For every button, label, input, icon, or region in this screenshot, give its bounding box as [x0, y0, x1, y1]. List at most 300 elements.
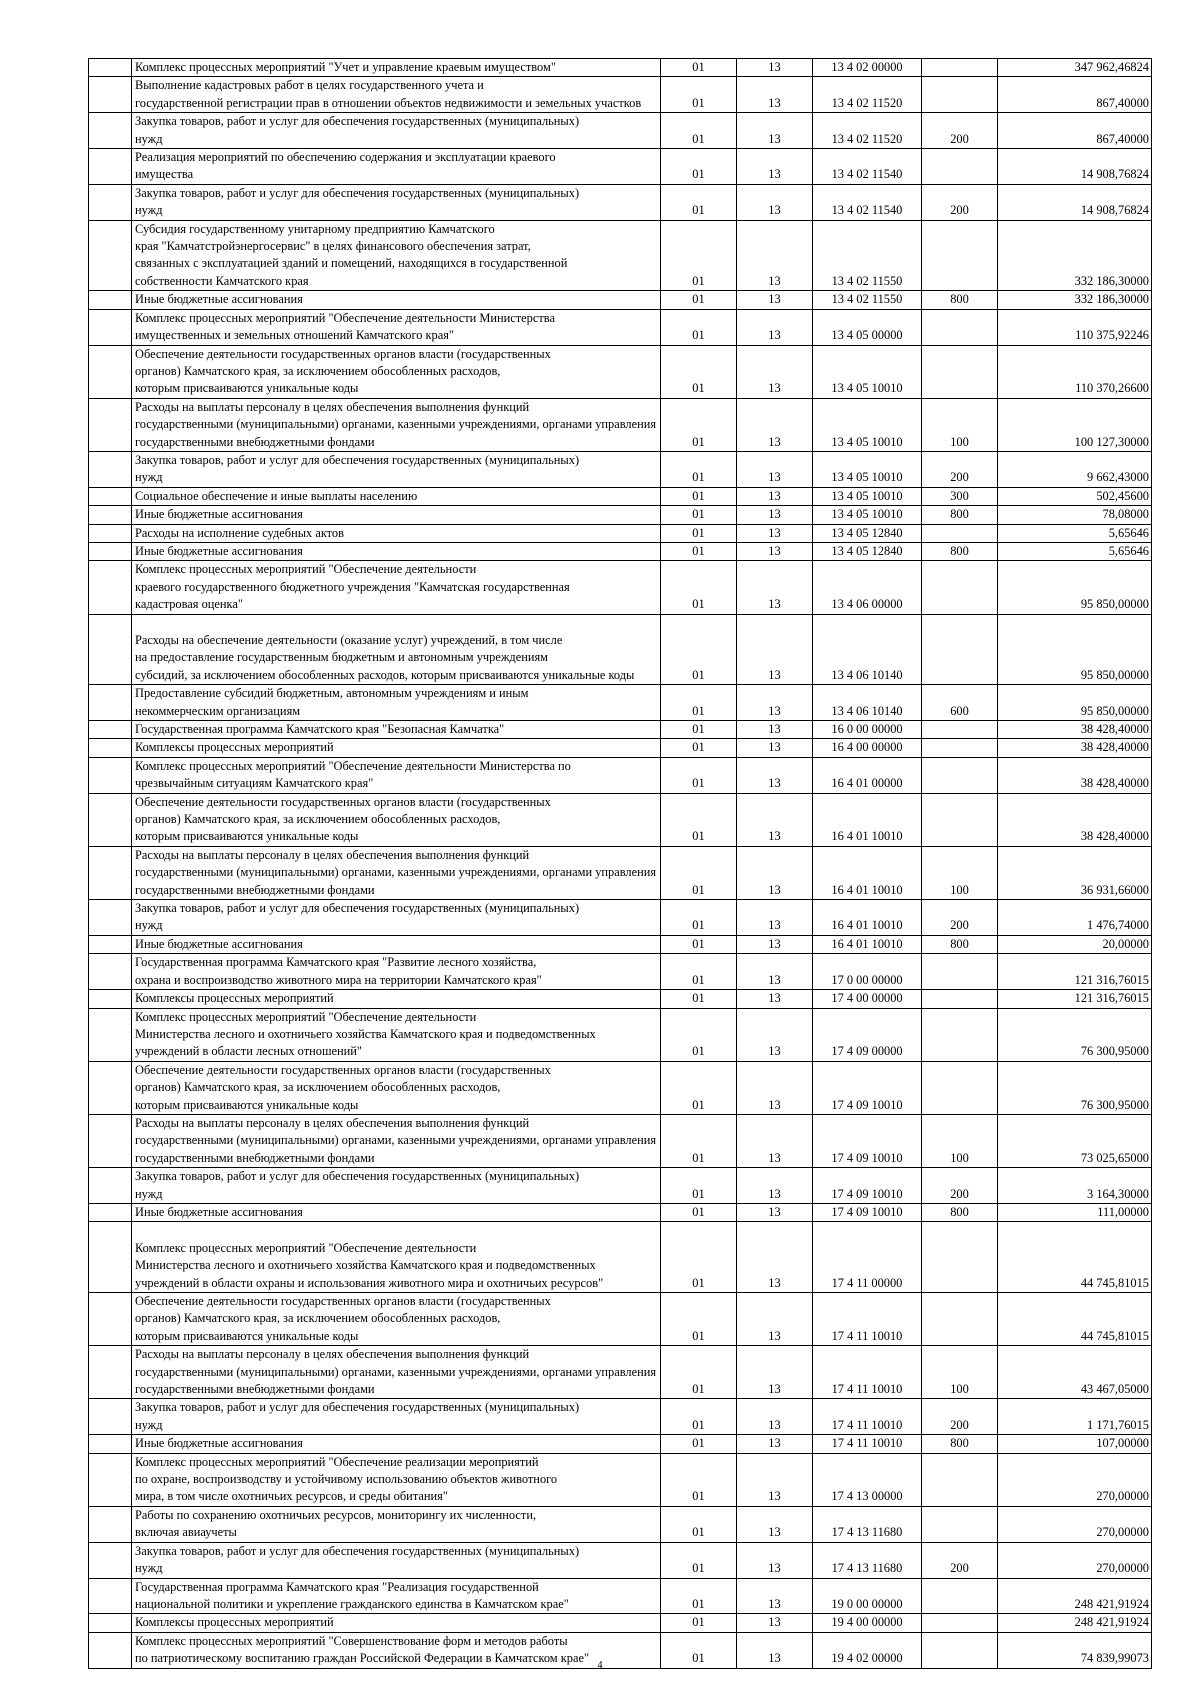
table-row: [89, 990, 1152, 1008]
row-section: 01: [661, 1061, 737, 1114]
row-target-article: 17 4 11 00000: [813, 1222, 922, 1293]
row-blank-cell: [89, 1008, 132, 1061]
row-subsection: 13: [737, 113, 813, 149]
table-row: [89, 793, 1152, 846]
row-description: Иные бюджетные ассигнования: [132, 291, 661, 309]
row-blank-cell: [89, 1168, 132, 1204]
table-row: [89, 542, 1152, 560]
row-target-article: 16 4 01 10010: [813, 935, 922, 953]
row-description: Предоставление субсидий бюджетным, автономным учреждениям и иным некоммерческим организациям: [132, 685, 661, 721]
row-description: Закупка товаров, работ и услуг для обеспечения государственных (муниципальных) нужд: [132, 451, 661, 487]
row-section: 01: [661, 220, 737, 291]
row-blank-cell: [89, 990, 132, 1008]
table-row: [89, 77, 1152, 113]
row-blank-cell: [89, 614, 132, 685]
table-row: [89, 846, 1152, 899]
row-section: 01: [661, 990, 737, 1008]
row-section: 01: [661, 793, 737, 846]
row-description: Комплексы процессных мероприятий: [132, 990, 661, 1008]
row-subsection: 13: [737, 398, 813, 451]
row-blank-cell: [89, 757, 132, 793]
row-section: 01: [661, 1168, 737, 1204]
table-row: [89, 524, 1152, 542]
row-target-article: 16 0 00 00000: [813, 721, 922, 739]
row-target-article: 17 4 11 10010: [813, 1346, 922, 1399]
row-target-article: 13 4 02 11550: [813, 291, 922, 309]
row-description: Иные бюджетные ассигнования: [132, 542, 661, 560]
table-row: [89, 1578, 1152, 1614]
row-subsection: 13: [737, 1222, 813, 1293]
row-amount: 248 421,91924: [998, 1578, 1152, 1614]
row-section: 01: [661, 309, 737, 345]
row-amount: 38 428,40000: [998, 793, 1152, 846]
row-subsection: 13: [737, 1578, 813, 1614]
row-target-article: 17 4 11 10010: [813, 1435, 922, 1453]
row-section: 01: [661, 1506, 737, 1542]
row-expense-type: [922, 1614, 998, 1632]
row-expense-type: 800: [922, 1435, 998, 1453]
row-amount: 38 428,40000: [998, 757, 1152, 793]
row-amount: 110 375,92246: [998, 309, 1152, 345]
row-amount: 332 186,30000: [998, 220, 1152, 291]
row-amount: 36 931,66000: [998, 846, 1152, 899]
row-description: Закупка товаров, работ и услуг для обеспечения государственных (муниципальных) нужд: [132, 1399, 661, 1435]
row-blank-cell: [89, 1114, 132, 1167]
row-section: 01: [661, 113, 737, 149]
row-subsection: 13: [737, 524, 813, 542]
row-expense-type: 800: [922, 1203, 998, 1221]
row-expense-type: [922, 1008, 998, 1061]
row-subsection: 13: [737, 739, 813, 757]
row-amount: 332 186,30000: [998, 291, 1152, 309]
row-expense-type: [922, 1222, 998, 1293]
row-section: 01: [661, 506, 737, 524]
row-section: 01: [661, 1346, 737, 1399]
row-description: Иные бюджетные ассигнования: [132, 1203, 661, 1221]
row-target-article: 16 4 01 10010: [813, 793, 922, 846]
row-blank-cell: [89, 793, 132, 846]
row-subsection: 13: [737, 1632, 813, 1668]
row-section: 01: [661, 757, 737, 793]
row-expense-type: [922, 739, 998, 757]
table-row: [89, 561, 1152, 614]
row-target-article: 17 4 11 10010: [813, 1399, 922, 1435]
row-section: 01: [661, 542, 737, 560]
row-description: Государственная программа Камчатского края "Развитие лесного хозяйства, охрана и воспроизводство животного мира на территории Камчатского края": [132, 954, 661, 990]
row-target-article: 19 0 00 00000: [813, 1578, 922, 1614]
row-blank-cell: [89, 524, 132, 542]
table-row: [89, 1168, 1152, 1204]
row-subsection: 13: [737, 1399, 813, 1435]
row-blank-cell: [89, 451, 132, 487]
row-description: Иные бюджетные ассигнования: [132, 935, 661, 953]
row-amount: 100 127,30000: [998, 398, 1152, 451]
row-expense-type: 100: [922, 846, 998, 899]
row-blank-cell: [89, 1203, 132, 1221]
row-target-article: 16 4 01 10010: [813, 846, 922, 899]
table-row: [89, 149, 1152, 185]
row-blank-cell: [89, 1614, 132, 1632]
row-target-article: 17 4 13 00000: [813, 1453, 922, 1506]
table-row: [89, 614, 1152, 685]
row-section: 01: [661, 1399, 737, 1435]
row-expense-type: [922, 954, 998, 990]
row-section: 01: [661, 1632, 737, 1668]
row-amount: 74 839,99073: [998, 1632, 1152, 1668]
table-row: [89, 506, 1152, 524]
row-amount: 1 476,74000: [998, 900, 1152, 936]
row-amount: 14 908,76824: [998, 184, 1152, 220]
budget-table: [88, 58, 1152, 1669]
table-row: [89, 1453, 1152, 1506]
row-blank-cell: [89, 59, 132, 77]
table-row: [89, 1008, 1152, 1061]
table-row: [89, 1435, 1152, 1453]
row-blank-cell: [89, 1435, 132, 1453]
row-amount: 76 300,95000: [998, 1008, 1152, 1061]
row-section: 01: [661, 846, 737, 899]
row-target-article: 17 4 09 10010: [813, 1168, 922, 1204]
row-subsection: 13: [737, 900, 813, 936]
row-section: 01: [661, 561, 737, 614]
row-blank-cell: [89, 309, 132, 345]
budget-table-body: [89, 59, 1152, 1669]
row-blank-cell: [89, 685, 132, 721]
row-expense-type: 200: [922, 1542, 998, 1578]
row-section: 01: [661, 1435, 737, 1453]
row-blank-cell: [89, 149, 132, 185]
table-row: [89, 309, 1152, 345]
row-subsection: 13: [737, 935, 813, 953]
row-description: Реализация мероприятий по обеспечению содержания и эксплуатации краевого имущества: [132, 149, 661, 185]
row-section: 01: [661, 739, 737, 757]
row-target-article: 13 4 05 10010: [813, 398, 922, 451]
row-section: 01: [661, 614, 737, 685]
row-target-article: 13 4 02 11540: [813, 149, 922, 185]
row-expense-type: [922, 149, 998, 185]
row-blank-cell: [89, 935, 132, 953]
row-subsection: 13: [737, 1061, 813, 1114]
row-expense-type: 100: [922, 1346, 998, 1399]
table-row: [89, 900, 1152, 936]
row-section: 01: [661, 685, 737, 721]
row-subsection: 13: [737, 1542, 813, 1578]
row-description: Расходы на выплаты персоналу в целях обеспечения выполнения функций государственными (муниципальными) органами, казенными учреждениями, органами управления государственными внебюджетными фондами: [132, 846, 661, 899]
row-target-article: 13 4 05 10010: [813, 345, 922, 398]
row-blank-cell: [89, 220, 132, 291]
row-description: Закупка товаров, работ и услуг для обеспечения государственных (муниципальных) нужд: [132, 184, 661, 220]
row-description: Закупка товаров, работ и услуг для обеспечения государственных (муниципальных) нужд: [132, 900, 661, 936]
row-subsection: 13: [737, 1008, 813, 1061]
row-target-article: 17 4 00 00000: [813, 990, 922, 1008]
row-amount: 38 428,40000: [998, 739, 1152, 757]
row-blank-cell: [89, 721, 132, 739]
row-subsection: 13: [737, 487, 813, 505]
row-amount: 867,40000: [998, 113, 1152, 149]
row-blank-cell: [89, 954, 132, 990]
table-row: [89, 954, 1152, 990]
row-target-article: 13 4 06 10140: [813, 614, 922, 685]
row-expense-type: 800: [922, 291, 998, 309]
row-amount: 121 316,76015: [998, 990, 1152, 1008]
row-expense-type: 200: [922, 451, 998, 487]
row-description: Расходы на выплаты персоналу в целях обеспечения выполнения функций государственными (муниципальными) органами, казенными учреждениями, органами управления государственными внебюджетными фондами: [132, 1346, 661, 1399]
row-subsection: 13: [737, 757, 813, 793]
row-target-article: 13 4 05 10010: [813, 451, 922, 487]
row-section: 01: [661, 900, 737, 936]
row-description: Комплекс процессных мероприятий "Обеспечение деятельности Министерства по чрезвычайным ситуациям Камчатского края": [132, 757, 661, 793]
row-section: 01: [661, 524, 737, 542]
row-description: Комплекс процессных мероприятий "Обеспечение деятельности краевого государственного бюджетного учреждения "Камчатская государственная кадастровая оценка": [132, 561, 661, 614]
row-section: 01: [661, 1114, 737, 1167]
row-subsection: 13: [737, 506, 813, 524]
row-section: 01: [661, 77, 737, 113]
row-amount: 867,40000: [998, 77, 1152, 113]
table-row: [89, 935, 1152, 953]
row-blank-cell: [89, 487, 132, 505]
table-row: [89, 291, 1152, 309]
row-expense-type: [922, 220, 998, 291]
row-target-article: 13 4 05 12840: [813, 542, 922, 560]
row-subsection: 13: [737, 954, 813, 990]
row-subsection: 13: [737, 1506, 813, 1542]
row-description: Закупка товаров, работ и услуг для обеспечения государственных (муниципальных) нужд: [132, 1168, 661, 1204]
row-blank-cell: [89, 900, 132, 936]
row-description: Закупка товаров, работ и услуг для обеспечения государственных (муниципальных) нужд: [132, 113, 661, 149]
table-row: [89, 1061, 1152, 1114]
row-target-article: 16 4 01 00000: [813, 757, 922, 793]
row-description: Комплекс процессных мероприятий "Обеспечение деятельности Министерства имущественных и земельных отношений Камчатского края": [132, 309, 661, 345]
row-description: Комплекс процессных мероприятий "Обеспечение деятельности Министерства лесного и охотничьего хозяйства Камчатского края и подведомственных учреждений в области лесных отношений": [132, 1008, 661, 1061]
row-blank-cell: [89, 542, 132, 560]
row-target-article: 13 4 02 11540: [813, 184, 922, 220]
row-target-article: 16 4 00 00000: [813, 739, 922, 757]
row-description: Комплексы процессных мероприятий: [132, 1614, 661, 1632]
row-expense-type: [922, 757, 998, 793]
row-blank-cell: [89, 561, 132, 614]
row-subsection: 13: [737, 184, 813, 220]
row-blank-cell: [89, 1578, 132, 1614]
row-amount: 270,00000: [998, 1453, 1152, 1506]
row-target-article: 13 4 05 12840: [813, 524, 922, 542]
table-row: [89, 184, 1152, 220]
row-amount: 38 428,40000: [998, 721, 1152, 739]
row-amount: 5,65646: [998, 524, 1152, 542]
row-blank-cell: [89, 398, 132, 451]
row-description: Иные бюджетные ассигнования: [132, 506, 661, 524]
row-expense-type: [922, 309, 998, 345]
table-row: [89, 721, 1152, 739]
row-subsection: 13: [737, 685, 813, 721]
row-description: Расходы на исполнение судебных актов: [132, 524, 661, 542]
row-subsection: 13: [737, 1203, 813, 1221]
row-expense-type: [922, 59, 998, 77]
row-description: Обеспечение деятельности государственных органов власти (государственных органов) Камчатского края, за исключением обособленных расходов, которым присваиваются уникальные коды: [132, 1061, 661, 1114]
row-section: 01: [661, 1203, 737, 1221]
row-subsection: 13: [737, 309, 813, 345]
row-description: Обеспечение деятельности государственных органов власти (государственных органов) Камчатского края, за исключением обособленных расходов, которым присваиваются уникальные коды: [132, 1293, 661, 1346]
row-description: Субсидия государственному унитарному предприятию Камчатского края "Камчатстройэнергосервис" в целях финансового обеспечения затрат, связанных с эксплуатацией зданий и помещений, находящихся в государственной собственности Камчатского края: [132, 220, 661, 291]
row-blank-cell: [89, 1346, 132, 1399]
row-amount: 248 421,91924: [998, 1614, 1152, 1632]
row-subsection: 13: [737, 59, 813, 77]
row-subsection: 13: [737, 721, 813, 739]
row-expense-type: [922, 1453, 998, 1506]
row-expense-type: [922, 614, 998, 685]
row-description: Обеспечение деятельности государственных органов власти (государственных органов) Камчатского края, за исключением обособленных расходов, которым присваиваются уникальные коды: [132, 793, 661, 846]
table-row: [89, 487, 1152, 505]
row-blank-cell: [89, 1061, 132, 1114]
row-amount: 1 171,76015: [998, 1399, 1152, 1435]
row-amount: 3 164,30000: [998, 1168, 1152, 1204]
table-row: [89, 1293, 1152, 1346]
row-blank-cell: [89, 291, 132, 309]
row-amount: 270,00000: [998, 1506, 1152, 1542]
row-amount: 78,08000: [998, 506, 1152, 524]
row-amount: 44 745,81015: [998, 1222, 1152, 1293]
row-description: Выполнение кадастровых работ в целях государственного учета и государственной регистрации прав в отношении объектов недвижимости и земельных участков: [132, 77, 661, 113]
row-section: 01: [661, 59, 737, 77]
table-row: [89, 59, 1152, 77]
row-target-article: 13 4 02 00000: [813, 59, 922, 77]
row-expense-type: 100: [922, 1114, 998, 1167]
row-section: 01: [661, 935, 737, 953]
table-row: [89, 345, 1152, 398]
row-subsection: 13: [737, 793, 813, 846]
row-section: 01: [661, 1614, 737, 1632]
page-number: 4: [597, 1660, 603, 1671]
row-description: Расходы на выплаты персоналу в целях обеспечения выполнения функций государственными (муниципальными) органами, казенными учреждениями, органами управления государственными внебюджетными фондами: [132, 1114, 661, 1167]
row-target-article: 17 4 09 10010: [813, 1114, 922, 1167]
row-subsection: 13: [737, 345, 813, 398]
row-description: Иные бюджетные ассигнования: [132, 1435, 661, 1453]
row-description: Комплекс процессных мероприятий "Обеспечение деятельности Министерства лесного и охотничьего хозяйства Камчатского края и подведомственных учреждений в области охраны и использования животного мира и охотничьих ресурсов": [132, 1222, 661, 1293]
row-target-article: 17 0 00 00000: [813, 954, 922, 990]
row-description: Расходы на обеспечение деятельности (оказание услуг) учреждений, в том числе на предоставление государственным бюджетным и автономным учреждениям субсидий, за исключением обособленных расходов, которым присваиваются уникальные коды: [132, 614, 661, 685]
row-amount: 14 908,76824: [998, 149, 1152, 185]
row-expense-type: 800: [922, 506, 998, 524]
table-row: [89, 739, 1152, 757]
row-target-article: 13 4 05 10010: [813, 506, 922, 524]
row-blank-cell: [89, 113, 132, 149]
row-description: Расходы на выплаты персоналу в целях обеспечения выполнения функций государственными (муниципальными) органами, казенными учреждениями, органами управления государственными внебюджетными фондами: [132, 398, 661, 451]
row-expense-type: 800: [922, 542, 998, 560]
row-amount: 107,00000: [998, 1435, 1152, 1453]
row-blank-cell: [89, 1506, 132, 1542]
row-amount: 76 300,95000: [998, 1061, 1152, 1114]
row-target-article: 13 4 06 00000: [813, 561, 922, 614]
row-section: 01: [661, 1293, 737, 1346]
row-target-article: 16 4 01 10010: [813, 900, 922, 936]
table-row: [89, 1506, 1152, 1542]
row-amount: 347 962,46824: [998, 59, 1152, 77]
row-amount: 110 370,26600: [998, 345, 1152, 398]
row-expense-type: [922, 1061, 998, 1114]
row-subsection: 13: [737, 846, 813, 899]
row-subsection: 13: [737, 1453, 813, 1506]
row-blank-cell: [89, 1293, 132, 1346]
table-row: [89, 451, 1152, 487]
row-target-article: 17 4 09 10010: [813, 1203, 922, 1221]
row-section: 01: [661, 1578, 737, 1614]
row-amount: 502,45600: [998, 487, 1152, 505]
row-section: 01: [661, 1008, 737, 1061]
row-blank-cell: [89, 184, 132, 220]
row-amount: 95 850,00000: [998, 561, 1152, 614]
table-row: [89, 757, 1152, 793]
row-section: 01: [661, 1222, 737, 1293]
row-amount: 95 850,00000: [998, 614, 1152, 685]
row-expense-type: [922, 793, 998, 846]
table-row: [89, 1614, 1152, 1632]
row-amount: 43 467,05000: [998, 1346, 1152, 1399]
row-target-article: 19 4 02 00000: [813, 1632, 922, 1668]
row-subsection: 13: [737, 220, 813, 291]
table-row: [89, 398, 1152, 451]
row-description: Комплекс процессных мероприятий "Совершенствование форм и методов работы по патриотическому воспитанию граждан Российской Федерации в Камчатском крае": [132, 1632, 661, 1668]
row-blank-cell: [89, 345, 132, 398]
row-subsection: 13: [737, 291, 813, 309]
row-blank-cell: [89, 1222, 132, 1293]
row-description: Закупка товаров, работ и услуг для обеспечения государственных (муниципальных) нужд: [132, 1542, 661, 1578]
row-blank-cell: [89, 1453, 132, 1506]
row-description: Социальное обеспечение и иные выплаты населению: [132, 487, 661, 505]
table-row: [89, 220, 1152, 291]
row-subsection: 13: [737, 1114, 813, 1167]
row-expense-type: [922, 990, 998, 1008]
row-target-article: 17 4 13 11680: [813, 1542, 922, 1578]
row-description: Комплексы процессных мероприятий: [132, 739, 661, 757]
row-expense-type: [922, 1578, 998, 1614]
row-subsection: 13: [737, 1168, 813, 1204]
row-subsection: 13: [737, 1293, 813, 1346]
row-description: Работы по сохранению охотничьих ресурсов, мониторингу их численности, включая авиаучеты: [132, 1506, 661, 1542]
row-section: 01: [661, 451, 737, 487]
row-blank-cell: [89, 1399, 132, 1435]
row-expense-type: 100: [922, 398, 998, 451]
row-expense-type: 300: [922, 487, 998, 505]
row-blank-cell: [89, 506, 132, 524]
row-target-article: 13 4 02 11520: [813, 113, 922, 149]
row-amount: 73 025,65000: [998, 1114, 1152, 1167]
row-expense-type: [922, 1506, 998, 1542]
table-row: [89, 685, 1152, 721]
row-amount: 9 662,43000: [998, 451, 1152, 487]
row-expense-type: 200: [922, 184, 998, 220]
row-expense-type: [922, 524, 998, 542]
row-section: 01: [661, 149, 737, 185]
row-blank-cell: [89, 846, 132, 899]
row-expense-type: [922, 1293, 998, 1346]
row-description: Государственная программа Камчатского края "Реализация государственной национальной политики и укрепление гражданского единства в Камчатском крае": [132, 1578, 661, 1614]
row-subsection: 13: [737, 1614, 813, 1632]
row-target-article: 19 4 00 00000: [813, 1614, 922, 1632]
row-expense-type: [922, 77, 998, 113]
row-amount: 95 850,00000: [998, 685, 1152, 721]
table-row: [89, 113, 1152, 149]
row-blank-cell: [89, 77, 132, 113]
row-target-article: 13 4 06 10140: [813, 685, 922, 721]
row-amount: 44 745,81015: [998, 1293, 1152, 1346]
table-row: [89, 1203, 1152, 1221]
table-row: [89, 1222, 1152, 1293]
row-subsection: 13: [737, 451, 813, 487]
row-expense-type: 200: [922, 113, 998, 149]
row-subsection: 13: [737, 561, 813, 614]
row-expense-type: 600: [922, 685, 998, 721]
row-expense-type: [922, 561, 998, 614]
row-expense-type: [922, 721, 998, 739]
